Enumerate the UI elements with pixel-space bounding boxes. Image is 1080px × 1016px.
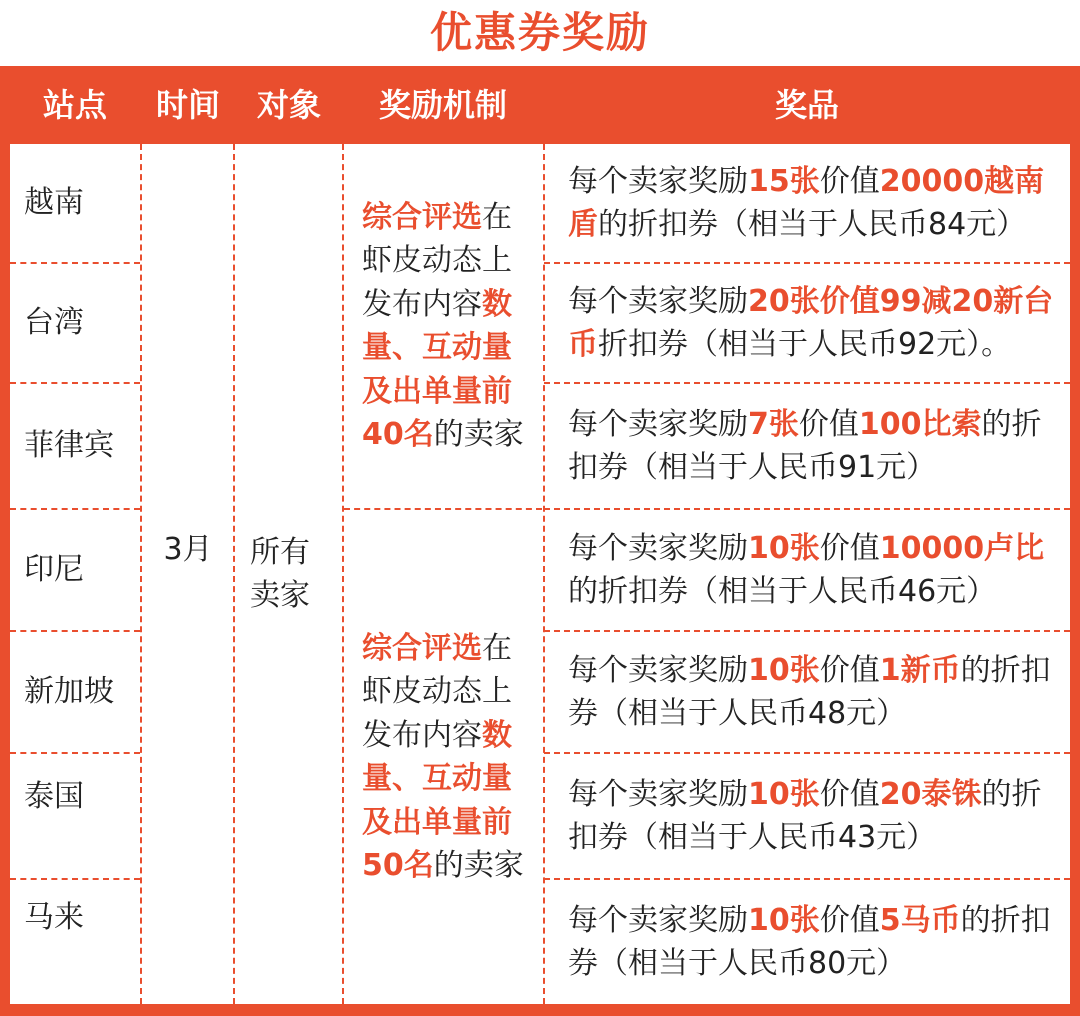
page-title: 优惠券奖励 (429, 8, 650, 57)
site-label: 菲律宾 (24, 428, 114, 464)
table-header (0, 66, 1080, 144)
highlight-text: 1新币 (879, 652, 961, 688)
body-text: 的折扣券（相当于人民币48元） (568, 652, 1051, 731)
body-text: 的折扣券（相当于人民币91元） (568, 406, 1042, 485)
highlight-text: 5马币 (879, 902, 961, 938)
site-label: 越南 (24, 185, 84, 221)
highlight-text: 10000卢比 (879, 530, 1045, 566)
body-text: 每个卖家奖励 (568, 902, 748, 938)
body-text: 价值 (819, 776, 880, 812)
body-text: 每个卖家奖励 (568, 163, 748, 199)
prize-text (568, 649, 1056, 736)
body-text: 的折扣券（相当于人民币43元） (568, 776, 1042, 855)
body-text: 在虾皮动态上发布内容 (362, 199, 512, 322)
header-mechanism: 奖励机制 (378, 86, 507, 124)
prize-cell-philippines (544, 384, 1070, 508)
body-text: 的折扣券（相当于人民币80元） (568, 902, 1051, 981)
site-label: 台湾 (24, 305, 84, 341)
body-text: 的卖家 (433, 417, 524, 452)
prize-cell-taiwan (544, 264, 1070, 382)
highlight-text: 7张 (748, 406, 799, 442)
body-text: 的卖家 (433, 848, 524, 883)
body-text: 每个卖家奖励 (568, 283, 748, 319)
prize-text (568, 280, 1056, 367)
header-site: 站点 (42, 86, 107, 124)
highlight-text: 10张 (748, 776, 820, 812)
time-value: 3月 (163, 532, 213, 568)
mechanism-text (362, 627, 538, 888)
highlight-text: 10张 (748, 530, 820, 566)
highlight-text: 20000越南盾 (568, 163, 1045, 242)
body-text: 每个卖家奖励 (568, 530, 748, 566)
site-cell-singapore (10, 632, 128, 752)
highlight-text: 20泰铢 (879, 776, 982, 812)
site-cell-philippines (10, 384, 128, 508)
mechanism-cell-bottom (344, 510, 542, 1004)
site-cell-vietnam (10, 144, 128, 262)
body-text: 价值 (819, 530, 880, 566)
prize-text (568, 403, 1056, 490)
highlight-text: 数量、互动量及出单量前40名 (362, 286, 512, 452)
site-cell-malaysia (10, 880, 128, 956)
body-text: 的折扣券（相当于人民币46元） (568, 574, 997, 609)
prize-text (568, 160, 1056, 247)
body-text: 在虾皮动态上发布内容 (362, 630, 512, 753)
body-text: 价值 (819, 652, 880, 688)
highlight-text: 综合评选 (362, 630, 482, 666)
highlight-text: 10张 (748, 902, 820, 938)
body-text: 每个卖家奖励 (568, 652, 748, 688)
highlight-text: 20张价值99减20新台币 (568, 283, 1054, 362)
site-label: 新加坡 (24, 674, 114, 710)
mechanism-cell-top (344, 144, 542, 508)
body-text: 折扣券（相当于人民币92元）。 (598, 327, 1012, 362)
prize-cell-vietnam (544, 144, 1070, 262)
prize-text (568, 527, 1056, 614)
header-time: 时间 (155, 86, 220, 124)
highlight-text: 10张 (748, 652, 820, 688)
header-target: 对象 (256, 86, 321, 124)
body-text: 的折扣券（相当于人民币84元） (598, 207, 1027, 242)
prize-text (568, 773, 1056, 860)
body-text: 每个卖家奖励 (568, 406, 748, 442)
highlight-text: 数量、互动量及出单量前50名 (362, 717, 512, 883)
time-cell (142, 144, 234, 956)
body-text: 价值 (819, 902, 880, 938)
site-label: 印尼 (24, 552, 84, 588)
target-value: 所有卖家 (250, 534, 310, 613)
body-text: 价值 (819, 163, 880, 199)
highlight-text: 15张 (748, 163, 820, 199)
site-cell-indonesia (10, 510, 128, 630)
prize-cell-singapore (544, 632, 1070, 752)
header-prize: 奖品 (774, 86, 839, 124)
mechanism-text (362, 196, 538, 457)
prize-cell-malaysia (544, 880, 1070, 1004)
site-label: 马来 (24, 900, 84, 936)
body-text: 价值 (798, 406, 859, 442)
site-cell-taiwan (10, 264, 128, 382)
prize-cell-indonesia (544, 510, 1070, 630)
highlight-text: 100比索 (858, 406, 982, 442)
highlight-text: 综合评选 (362, 199, 482, 235)
target-cell (236, 144, 342, 1004)
site-cell-thailand (10, 754, 128, 840)
prize-text (568, 899, 1056, 986)
prize-cell-thailand (544, 754, 1070, 878)
body-text: 每个卖家奖励 (568, 776, 748, 812)
site-label: 泰国 (24, 779, 84, 815)
